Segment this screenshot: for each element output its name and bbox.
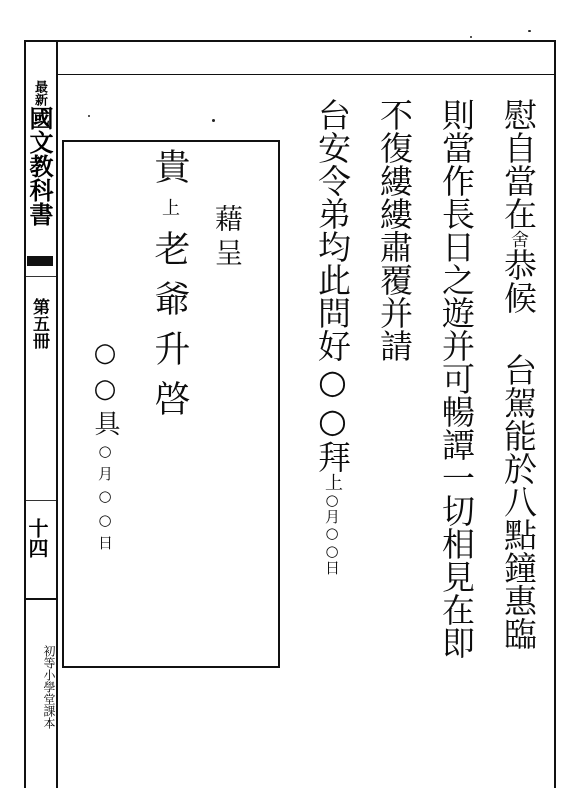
letter-col4-rest: 令弟均此問好 <box>313 164 352 362</box>
letter-col4-main: 台安 <box>313 98 352 164</box>
envelope-addressee <box>150 148 188 668</box>
top-rule <box>26 40 556 42</box>
letter-col2-main: 則當作長日之遊并可暢譚一切相見在即 <box>437 98 476 659</box>
fishtail-mark <box>27 256 53 266</box>
right-rule <box>554 40 556 788</box>
margin-divider-1 <box>26 276 56 277</box>
letter-col4-sign-small: 上 <box>322 473 343 491</box>
letter-col1-rest2: 台駕能於八點鐘惠臨 <box>499 353 538 650</box>
book-title-prefix: 最新 <box>32 80 47 106</box>
envelope-addressee-rest: 老爺 <box>149 230 190 330</box>
margin-rule <box>56 40 58 788</box>
letter-col1-space <box>499 314 538 353</box>
letter-column-2 <box>438 98 474 778</box>
book-title <box>26 48 52 258</box>
letter-column-1 <box>500 98 536 778</box>
envelope-sender <box>90 338 120 598</box>
book-title-main: 國文教科書 <box>25 106 54 226</box>
letter-col1-small: 舍 <box>508 230 529 248</box>
envelope-addressee-small: 上 <box>159 198 180 230</box>
letter-col3-main: 不復縷縷肅覆并請 <box>375 98 414 362</box>
envelope-sender-date: ○月○○日 <box>96 442 114 556</box>
envelope-opener: 升啓 <box>149 330 190 430</box>
margin-divider-3 <box>26 598 56 600</box>
letter-col4-date: ○月○○日 <box>323 491 341 575</box>
margin-divider-2 <box>26 500 56 501</box>
envelope-sender-name: ○○具 <box>90 338 120 442</box>
letter-col1-main: 慰自當在 <box>499 98 538 230</box>
inner-top-rule <box>56 74 556 75</box>
letter-col4-sign: ○○拜 <box>313 362 352 473</box>
ink-speck <box>470 36 472 38</box>
ink-speck <box>528 30 531 32</box>
letter-column-4 <box>314 98 350 778</box>
letter-column-3 <box>376 98 412 498</box>
page-number: 十四 <box>25 518 49 558</box>
ink-speck <box>88 115 90 117</box>
series-label: 初等小學堂課本 <box>42 645 56 729</box>
volume-label: 第五冊 <box>29 297 49 349</box>
ink-speck <box>212 119 215 122</box>
envelope-forwarded: 藉呈 <box>211 204 244 272</box>
envelope-addressee-main: 貴 <box>149 148 190 198</box>
letter-col1-rest: 恭候 <box>499 248 538 314</box>
